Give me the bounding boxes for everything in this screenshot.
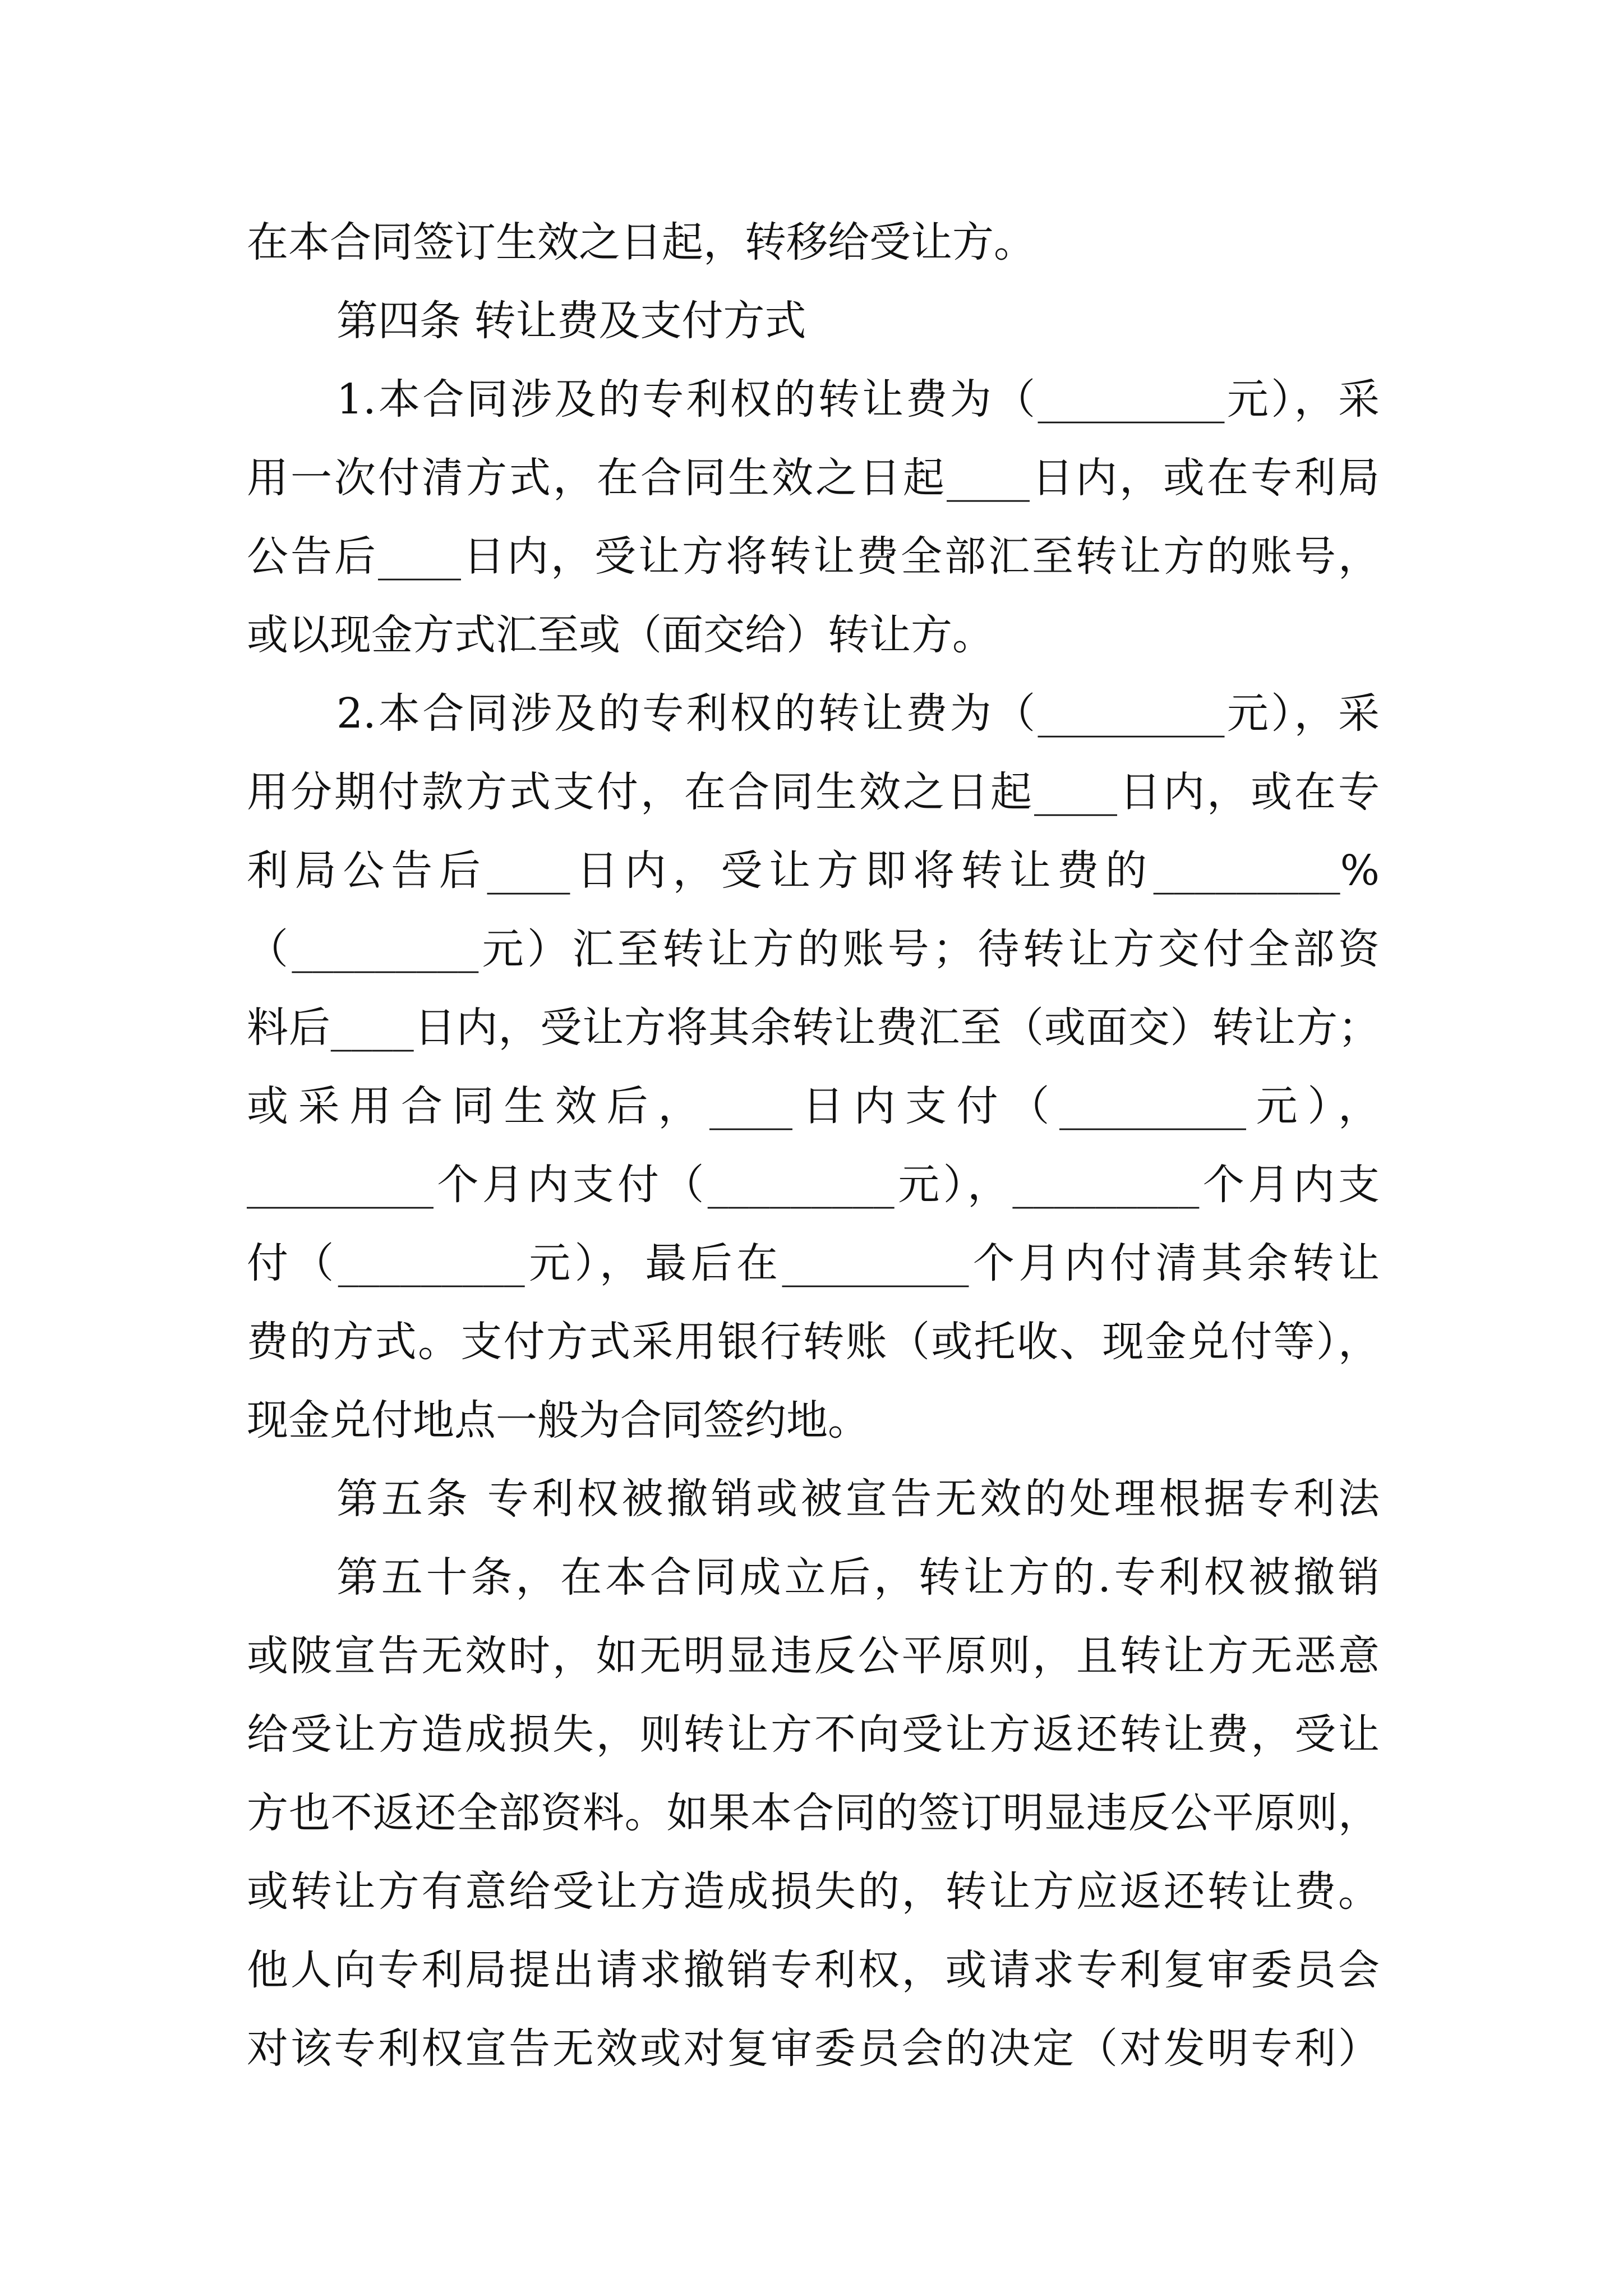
text-line-16: 现金兑付地点一般为合同签约地。 — [247, 1396, 869, 1444]
text-line-3: 1.本合同涉及的专利权的转让费为（_________元），采 — [336, 375, 1380, 424]
text-line-13: _________个月内支付（_________元），_________个月内支 — [247, 1161, 1380, 1209]
article-5-heading: 第五条 专利权被撤销或被宣告无效的处理根据专利法 — [336, 1475, 1380, 1523]
text-line-20: 给受让方造成损失，则转让方不向受让方返还转让费，受让 — [247, 1710, 1380, 1759]
text-line-23: 他人向专利局提出请求撤销专利权，或请求专利复审委员会 — [247, 1946, 1380, 1994]
text-line-18: 第五十条，在本合同成立后，转让方的.专利权被撤销 — [336, 1553, 1380, 1602]
text-line-22: 或转让方有意给受让方造成损失的，转让方应返还转让费。 — [247, 1867, 1380, 1916]
text-line-9: 利局公告后____日内，受让方即将转让费的_________% — [247, 846, 1380, 895]
text-line-24: 对该专利权宣告无效或对复审委员会的决定（对发明专利） — [247, 2024, 1380, 2073]
text-line-12: 或采用合同生效后，____日内支付（_________元）， — [247, 1082, 1380, 1130]
text-line-15: 费的方式。支付方式采用银行转账（或托收、现金兑付等）， — [247, 1318, 1380, 1366]
text-line-6: 或以现金方式汇至或（面交给）转让方。 — [247, 611, 994, 659]
text-line-21: 方也不返还全部资料。如果本合同的签订明显违反公平原则， — [247, 1789, 1380, 1837]
text-line-5: 公告后____日内，受让方将转让费全部汇至转让方的账号， — [247, 532, 1380, 581]
text-line-1: 在本合同签订生效之日起，转移给受让方。 — [247, 218, 1035, 266]
article-4-heading: 第四条 转让费及支付方式 — [336, 297, 806, 345]
text-line-7: 2.本合同涉及的专利权的转让费为（_________元），采 — [336, 689, 1380, 738]
text-line-8: 用分期付款方式支付，在合同生效之日起____日内，或在专 — [247, 768, 1380, 816]
text-line-4: 用一次付清方式，在合同生效之日起____日内，或在专利局 — [247, 454, 1380, 502]
text-line-10: （_________元）汇至转让方的账号；待转让方交付全部资 — [247, 925, 1380, 973]
text-line-19: 或陂宣告无效时，如无明显违反公平原则，且转让方无恶意 — [247, 1632, 1380, 1680]
text-line-11: 料后____日内，受让方将其余转让费汇至（或面交）转让方； — [247, 1004, 1380, 1052]
text-line-14: 付（_________元），最后在_________个月内付清其余转让 — [247, 1239, 1380, 1287]
